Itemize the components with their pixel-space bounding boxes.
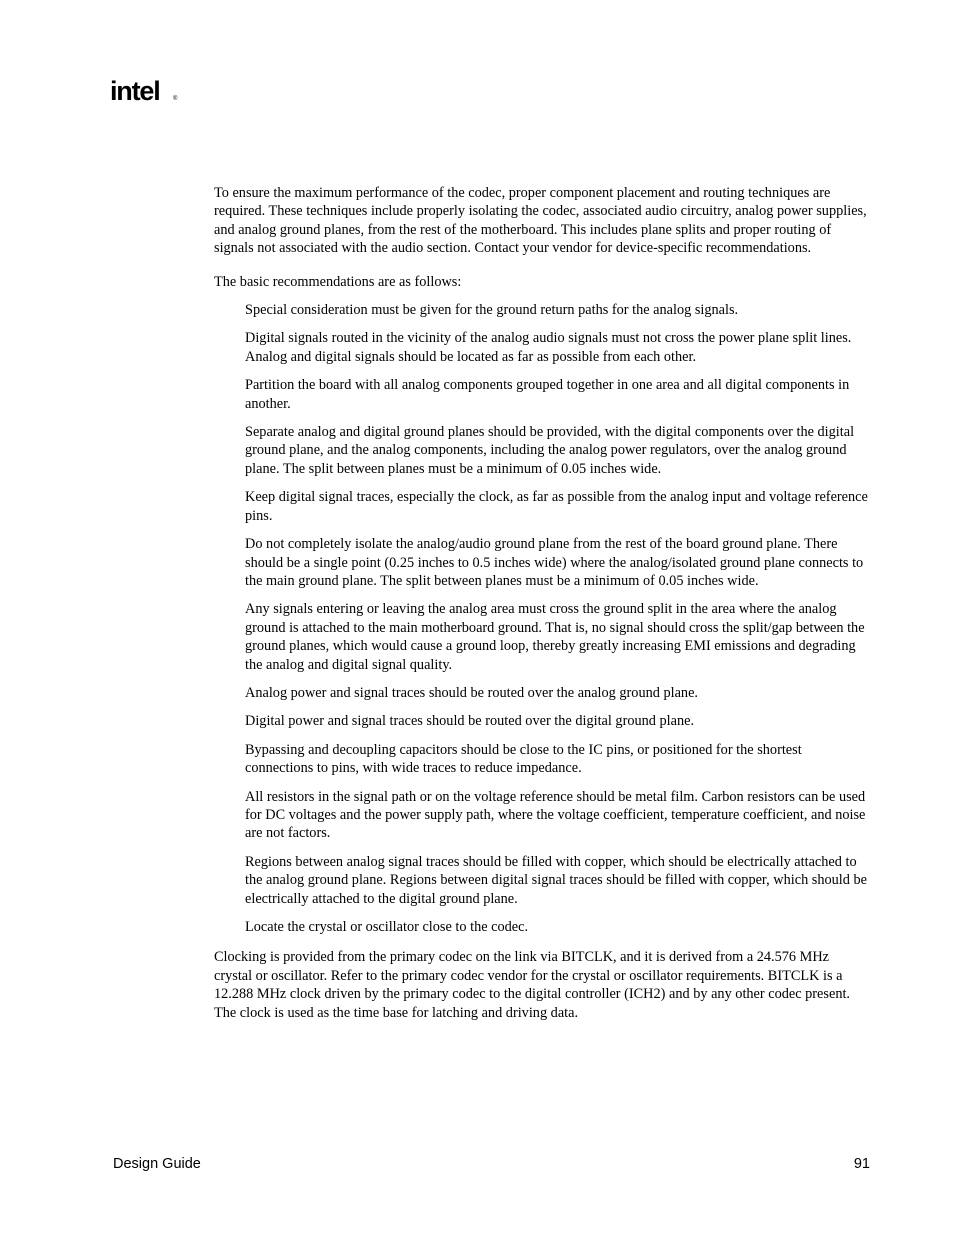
- list-item: Do not completely isolate the analog/audio ground plane from the rest of the board ground plane. There should be a single point (0.25 inches to 0.5 inches wide) where the analog/isolated ground plane connects to the main ground plane. The split between planes must be a minimum of 0.05 inches wide.: [245, 536, 864, 589]
- page-number: 91: [853, 1156, 870, 1172]
- list-item: All resistors in the signal path or on the voltage reference should be metal film. Carbon resistors can be used for DC voltages and the power supply path, where the voltage coefficient, temperature coefficient, and noise are not factors.: [245, 788, 866, 842]
- intro-paragraph: To ensure the maximum performance of the codec, proper component placement and routing techniques are required. These techniques include properly isolating the codec, associated audio circuitry, analog power supplies, and analog ground planes, from the rest of the motherboard. This includes plane splits and proper routing of signals not associated with the audio section. Contact your vendor for device-specific recommendations.: [214, 185, 867, 257]
- recommendations-lead: The basic recommendations are as follows:: [214, 273, 462, 290]
- footer-title: Design Guide: [113, 1156, 201, 1172]
- list-item: Separate analog and digital ground planes should be provided, with the digital components over the digital ground plane, and the analog components, including the analog power regulators, over the analog ground plane. The split between planes must be a minimum of 0.05 inches wide.: [245, 424, 855, 477]
- page-body: [214, 184, 870, 1036]
- registered-mark: ®: [173, 96, 178, 102]
- list-item: Any signals entering or leaving the analog area must cross the ground split in the area where the analog ground is attached to the main motherboard ground. That is, no signal should cross the split/gap between the ground planes, which would cause a ground loop, thereby greatly increasing EMI emissions and degrading the analog and digital signal quality.: [245, 601, 865, 673]
- list-item: Digital signals routed in the vicinity of the analog audio signals must not cross the power plane split lines. Analog and digital signals should be located as far as possible from each other.: [245, 330, 852, 365]
- list-item: Keep digital signal traces, especially the clock, as far as possible from the analog input and voltage reference pins.: [245, 489, 868, 524]
- intel-logo-text: intel: [110, 76, 160, 106]
- list-item: Regions between analog signal traces should be filled with copper, which should be electrically attached to the analog ground plane. Regions between digital signal traces should be filled with copper, which should be electrically attached to the digital ground plane.: [245, 853, 867, 907]
- list-item: Bypassing and decoupling capacitors should be close to the IC pins, or positioned for the shortest connections to pins, with wide traces to reduce impedance.: [245, 741, 802, 777]
- clocking-paragraph: Clocking is provided from the primary codec on the link via BITCLK, and it is derived from a 24.576 MHz crystal or oscillator. Refer to the primary codec vendor for the crystal or oscillator requirements. BITCLK is a 12.288 MHz clock driven by the primary codec to the digital controller (ICH2) and by any other codec present. The clock is used as the time base for latching and driving data.: [214, 949, 851, 1021]
- list-item: Digital power and signal traces should be routed over the digital ground plane.: [245, 713, 695, 730]
- list-item: Special consideration must be given for the ground return paths for the analog signals.: [245, 302, 739, 319]
- list-item: Analog power and signal traces should be routed over the analog ground plane.: [245, 684, 698, 701]
- recommendations-list: [214, 301, 870, 936]
- list-item: Locate the crystal or oscillator close to the codec.: [245, 919, 529, 935]
- intel-logo: [110, 76, 182, 116]
- list-item: Partition the board with all analog components grouped together in one area and all digital components in another.: [245, 377, 850, 412]
